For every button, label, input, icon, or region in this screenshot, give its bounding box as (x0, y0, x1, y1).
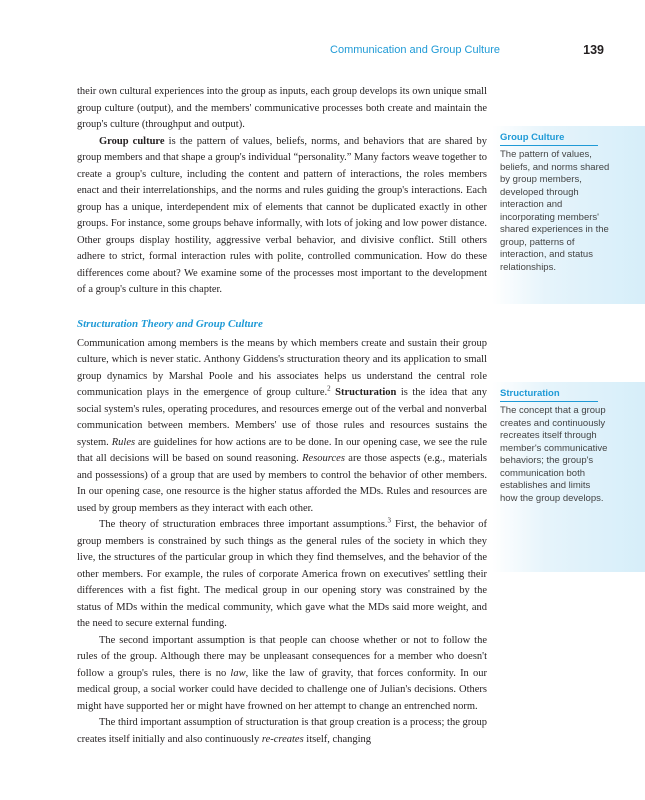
paragraph-text: itself, changing (303, 733, 372, 745)
main-text-column (77, 84, 487, 748)
body-paragraph (77, 633, 487, 716)
glossary-box-group-culture (492, 126, 645, 304)
paragraph-text: The theory of structuration embraces three important assumptions. (99, 519, 388, 530)
paragraph-text: is the pattern of values, beliefs, norms, and behaviors that are shared by group members and that shape a group's individual “personality.” Many factors weave together to create a group's culture, including the content and pattern of interactions, the roles members enact and their interrelationships, and the norms and rules guiding the group's interactions. Each group has a unique, interdependent mix of elements that cannot be duplicated exactly in other groups. For instance, some groups behave informally, with lots of joking and low power distance. Other groups display hostility, aggressive verbal behavior, and divisive conflict. Still others adhere to strict, formal interaction rules with polite, controlled communication. How do these differences come about? We examine some of the processes most important to the development of a group's culture in this chapter. (77, 135, 488, 295)
glossary-definition: The pattern of values, beliefs, and norms shared by group members, developed through interaction and incorporating members' shared experiences in the group, patterns of interaction, and status relationships. (500, 149, 610, 273)
paragraph-text: is the idea that any social system's rules, operating procedures, and resources emerge out of the verbal and nonverbal communication between members. Members' use of those rules and resources sustains the system. (77, 387, 487, 448)
emphasis-term: re-creates (261, 733, 304, 745)
glossary-definition: The concept that a group creates and continuously recreates itself through member's communicative behaviors; the group's communication both establishes and limits how the group develops. (500, 405, 608, 504)
body-paragraph: their own cultural experiences into the group as inputs, each group develops its own unique small group culture (output), and the members' communicative processes both create and maintain the group's culture (throughput and output). (77, 86, 487, 130)
page-number: 139 (583, 43, 604, 57)
body-paragraph (77, 517, 487, 633)
paragraph-text: The third important assumption of structuration is that group creation is a process; the group creates itself initially and also continuously (77, 717, 487, 745)
emphasis-term: Resources (302, 453, 345, 464)
footnote-ref: 3 (387, 516, 392, 525)
paragraph-text: First, the behavior of group members is constrained by such things as the general rules of the society in which they live, the structures of the particular group in which they find themselves, and the behavior of the other members. For example, the rules of corporate America frown on executives' settling their differences with a fist fight. The medical group in our opening story was constrained by the status of MDs within the medical community, which gave what the MDs said more weight, and the need to secure external funding. (77, 519, 487, 629)
footnote-ref: 2 (327, 384, 331, 393)
paragraph-text: are those aspects (e.g., materials and possessions) of a group that are used by members to control the behavior of other members. In our opening case, one resource is the higher status afforded the MDs. Rules and resources are used by group members as they interact with each other. (77, 453, 487, 514)
key-term: Structuration (335, 387, 397, 398)
paragraph-text: are guidelines for how actions are to be done. In our opening case, we see the rule that all decisions will be based on sound reasoning. (77, 436, 487, 464)
paragraph-text: Communication among members is the means by which members create and sustain their group culture, which is never static. Anthony Giddens's structuration theory and its application to small group dynamics by Marshal Poole and his associates helps us understand the central role communication plays in the emergence of group culture. (77, 337, 487, 398)
body-paragraph (77, 134, 487, 299)
glossary-term: Group Culture (500, 132, 598, 146)
section-heading: Structuration Theory and Group Culture (77, 317, 263, 330)
key-term: Group culture (99, 135, 165, 147)
glossary-term: Structuration (500, 388, 598, 402)
paragraph-text: , like the law of gravity, that forces conformity. In our medical group, a social worker could have decided to challenge one of Julian's decisions. Others might have supported her or might have frowned on her attempt to change an entrenched norm. (77, 667, 487, 712)
emphasis-term: Rules (111, 436, 136, 448)
emphasis-term: law (230, 667, 246, 679)
body-paragraph (77, 715, 487, 748)
paragraph-text: The second important assumption is that people can choose whether or not to follow the rules of the group. Although there may be unpleasant consequences for a member who doesn't follow a group's rules, there is no (77, 634, 487, 679)
glossary-box-structuration (492, 382, 645, 572)
running-title: Communication and Group Culture (330, 44, 500, 56)
body-paragraph (77, 336, 487, 518)
